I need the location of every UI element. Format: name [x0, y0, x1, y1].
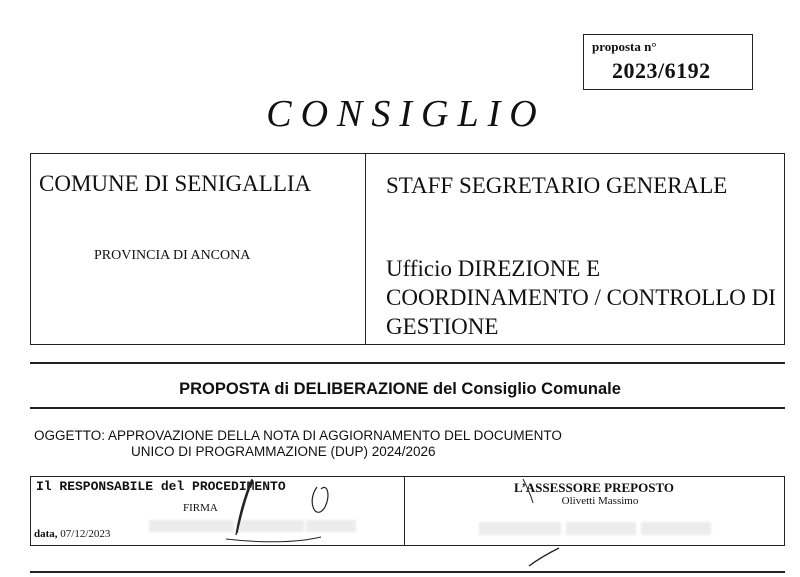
- subject-text: [34, 428, 562, 460]
- firma-label: FIRMA: [183, 502, 218, 514]
- staff-department: STAFF SEGRETARIO GENERALE: [386, 173, 728, 198]
- header-box: [30, 153, 785, 345]
- date-label: data,: [34, 528, 58, 540]
- municipality-name: COMUNE DI SENIGALLIA: [39, 171, 312, 196]
- office-name: Ufficio DIREZIONE E COORDINAMENTO / CONTROLLO DI GESTIONE: [386, 256, 776, 339]
- subject-line-2: UNICO DI PROGRAMMAZIONE (DUP) 2024/2026: [131, 444, 436, 459]
- page-bottom-rule: [30, 571, 785, 573]
- pen-stroke: [525, 546, 565, 568]
- resolution-heading: PROPOSTA di DELIBERAZIONE del Consiglio Comunale: [179, 380, 621, 398]
- date-value: 07/12/2023: [60, 528, 111, 540]
- proposal-number-box: [583, 34, 753, 90]
- header-divider: [365, 154, 366, 344]
- signature-table: [30, 476, 785, 546]
- council-title: CONSIGLIO: [266, 93, 546, 135]
- responsible-heading: Il RESPONSABILE del PROCEDIMENTO: [36, 479, 286, 494]
- handwritten-signature: [31, 477, 784, 545]
- assessor-name: Olivetti Massimo: [561, 495, 639, 507]
- subject-line-1: OGGETTO: APPROVAZIONE DELLA NOTA DI AGGIORNAMENTO DEL DOCUMENTO: [34, 428, 562, 443]
- assessor-heading: L’ASSESSORE PREPOSTO: [513, 480, 675, 495]
- proposal-label: proposta n°: [592, 39, 657, 54]
- province-name: PROVINCIA DI ANCONA: [94, 248, 251, 263]
- bottom-rule: [30, 407, 785, 409]
- top-rule: [30, 362, 785, 364]
- proposal-number: 2023/6192: [612, 58, 711, 83]
